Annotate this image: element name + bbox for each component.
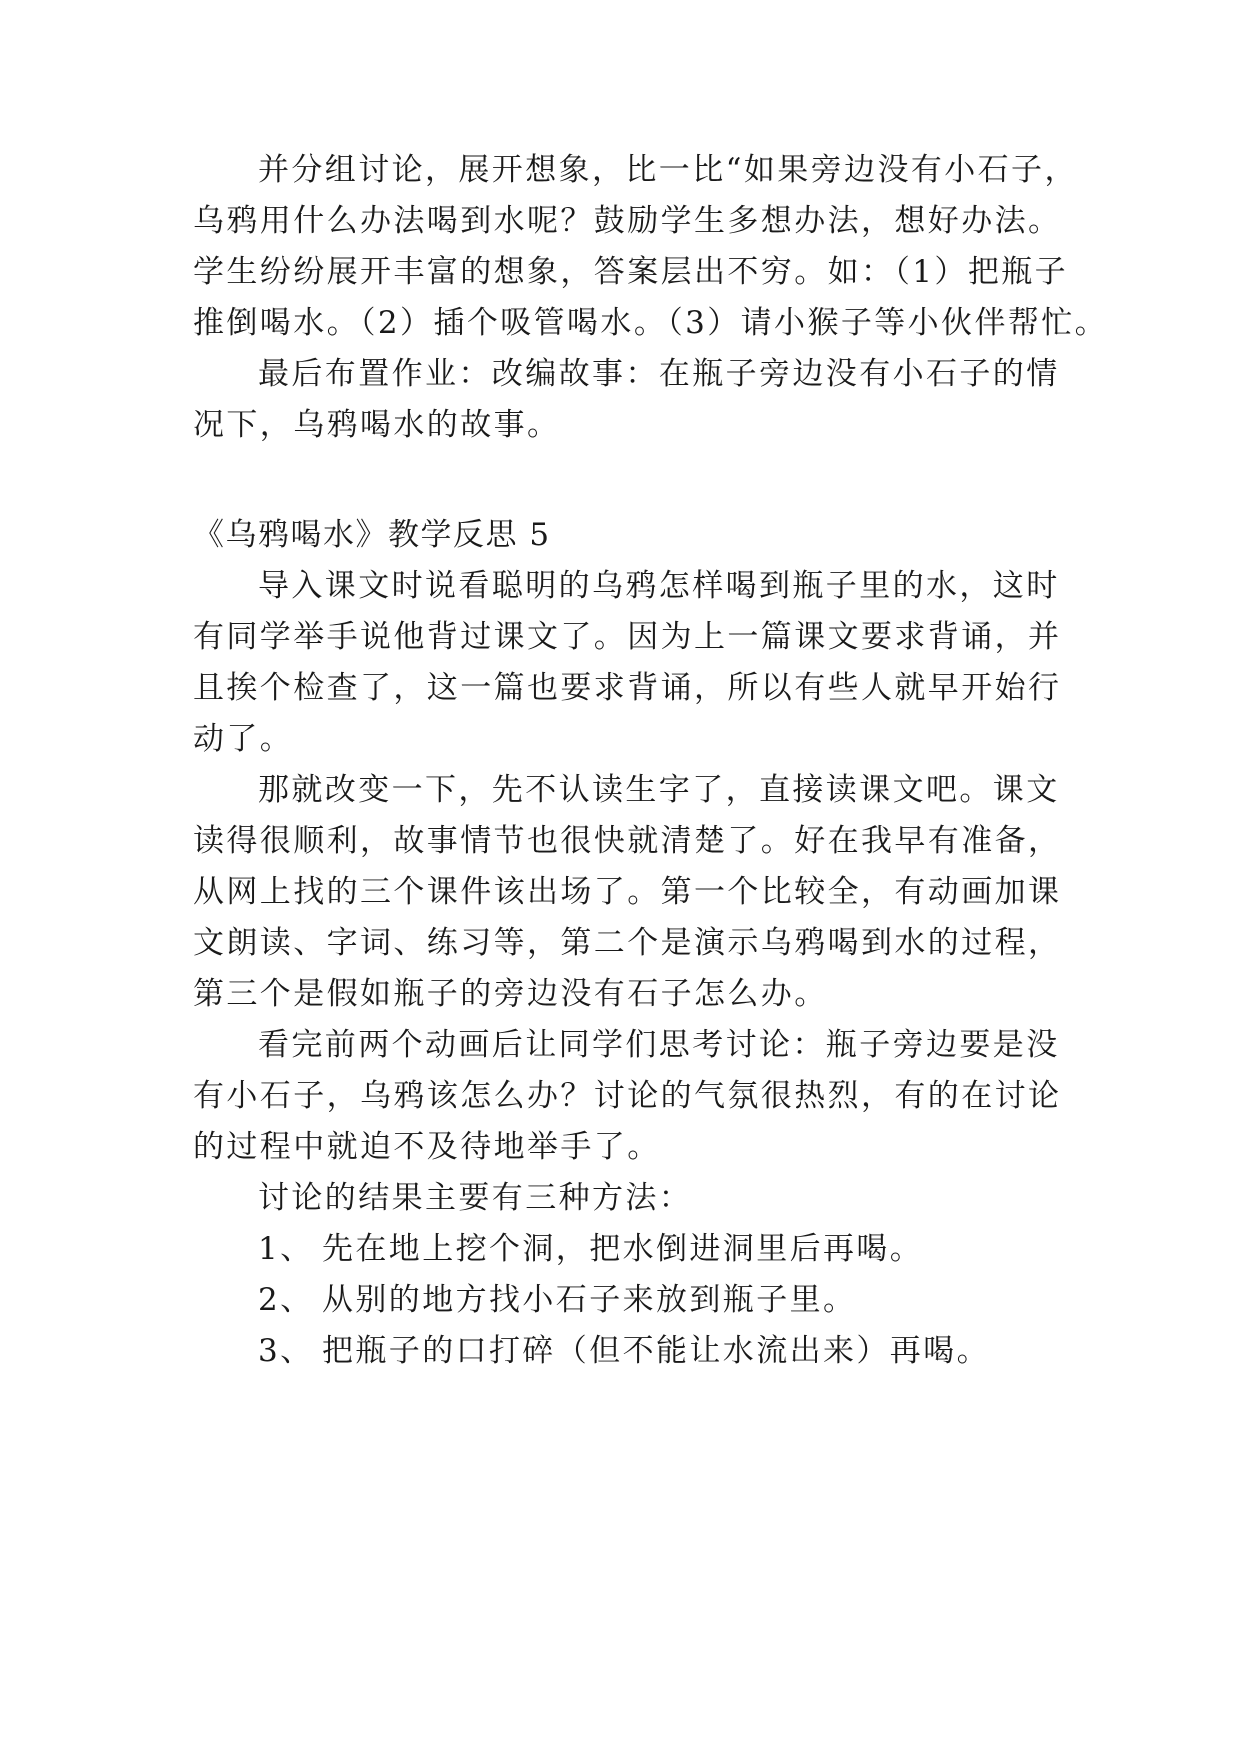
paragraph-line: 最后布置作业：改编故事：在瓶子旁边没有小石子的情 bbox=[258, 356, 1060, 392]
list-item bbox=[258, 1280, 1078, 1320]
paragraph-line: 从网上找的三个课件该出场了。第一个比较全，有动画加课 bbox=[193, 874, 1062, 910]
list-item-number: 1、 bbox=[258, 1231, 314, 1267]
paragraph-line: 且挨个检查了，这一篇也要求背诵，所以有些人就早开始行 bbox=[193, 670, 1062, 706]
list-item-text: 把瓶子的口打碎（但不能让水流出来）再喝。 bbox=[322, 1333, 990, 1369]
paragraph-line: 学生纷纷展开丰富的想象，答案层出不穷。如：（1）把瓶子 bbox=[193, 254, 1069, 290]
list-item bbox=[258, 1331, 1078, 1371]
list-item bbox=[258, 1229, 1078, 1269]
paragraph-line: 的过程中就迫不及待地举手了。 bbox=[193, 1129, 661, 1165]
paragraph-line: 讨论的结果主要有三种方法： bbox=[258, 1180, 693, 1216]
list-item-text: 先在地上挖个洞，把水倒进洞里后再喝。 bbox=[322, 1231, 924, 1267]
paragraph-line: 乌鸦用什么办法喝到水呢？鼓励学生多想办法，想好办法。 bbox=[193, 203, 1062, 239]
paragraph-line: 况下，乌鸦喝水的故事。 bbox=[193, 407, 561, 443]
section-heading: 《乌鸦喝水》教学反思 5 bbox=[193, 517, 551, 553]
list-item-text: 从别的地方找小石子来放到瓶子里。 bbox=[322, 1282, 857, 1318]
paragraph-line: 并分组讨论，展开想象，比一比“如果旁边没有小石子， bbox=[258, 152, 1078, 188]
paragraph-line: 推倒喝水。（2）插个吸管喝水。（3）请小猴子等小伙伴帮忙。 bbox=[193, 305, 1109, 341]
paragraph-line: 读得很顺利，故事情节也很快就清楚了。好在我早有准备， bbox=[193, 823, 1062, 859]
list-item-number: 2、 bbox=[258, 1282, 314, 1318]
paragraph-line: 动了。 bbox=[193, 721, 294, 757]
paragraph-line: 导入课文时说看聪明的乌鸦怎样喝到瓶子里的水，这时 bbox=[258, 568, 1060, 604]
list-item-number: 3、 bbox=[258, 1333, 314, 1369]
paragraph-line: 文朗读、字词、练习等，第二个是演示乌鸦喝到水的过程， bbox=[193, 925, 1062, 961]
paragraph-line: 有小石子，乌鸦该怎么办？讨论的气氛很热烈，有的在讨论 bbox=[193, 1078, 1062, 1114]
paragraph-line: 那就改变一下，先不认读生字了，直接读课文吧。课文 bbox=[258, 772, 1060, 808]
paragraph-line: 有同学举手说他背过课文了。因为上一篇课文要求背诵，并 bbox=[193, 619, 1062, 655]
paragraph-line: 看完前两个动画后让同学们思考讨论：瓶子旁边要是没 bbox=[258, 1027, 1060, 1063]
paragraph-line: 第三个是假如瓶子的旁边没有石子怎么办。 bbox=[193, 976, 828, 1012]
